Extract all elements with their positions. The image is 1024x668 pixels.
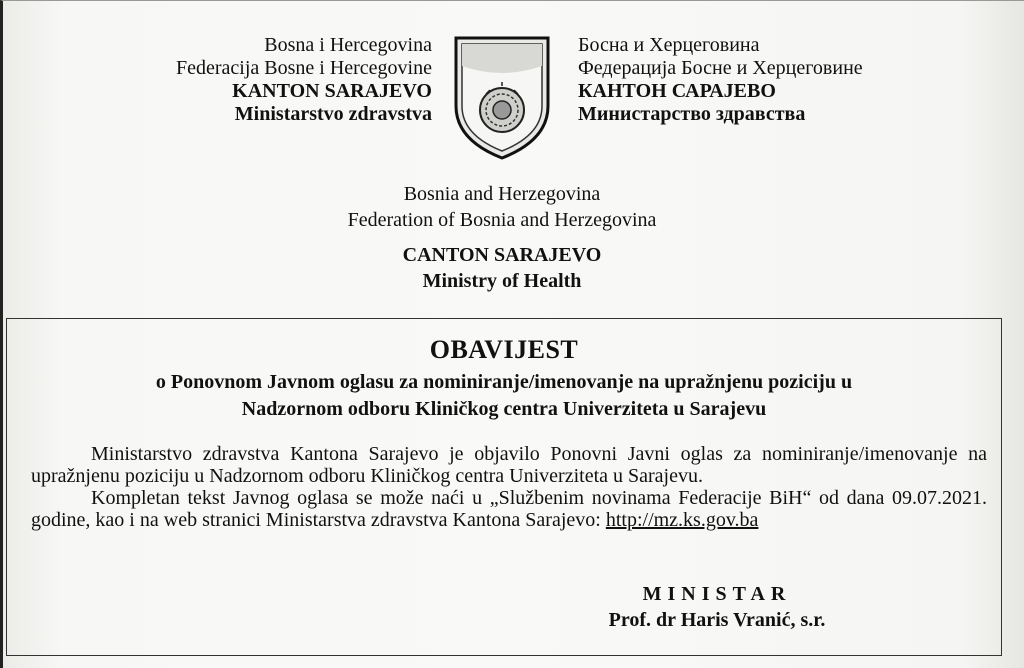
header-right-country: Босна и Херцеговина — [578, 34, 760, 56]
header-left-federation: Federacija Bosne i Hercegovine — [175, 57, 432, 79]
header-right-canton: КАНТОН САРАЈЕВО — [578, 80, 776, 102]
header-right-federation: Федерација Босне и Херцеговине — [578, 57, 863, 79]
notice-box — [6, 318, 1002, 656]
notice-paragraph-1: Ministarstvo zdravstva Kantona Sarajevo je objavilo Ponovni Javni oglas za nominiranje/imenovanje na upražnjenu poziciju u Nadzornom odboru Kliničkog centra Univerziteta u Sarajevu. — [31, 443, 987, 487]
header-right-ministry: Министарство здравства — [578, 103, 806, 125]
header-center-country: Bosnia and Herzegovina — [403, 183, 601, 205]
header-left-country: Bosna i Hercegovina — [264, 34, 432, 56]
ministry-website-link[interactable]: http://mz.ks.gov.ba — [605, 509, 759, 531]
header-center-ministry: Ministry of Health — [422, 270, 582, 292]
notice-title: OBAVIJEST — [429, 335, 579, 364]
notice-subtitle-line2: Nadzornom odboru Kliničkog centra Univerziteta u Sarajevu — [241, 398, 767, 420]
notice-subtitle-line1: o Ponovnom Javnom oglasu za nominiranje/imenovanje na upražnjenu poziciju u — [155, 371, 853, 393]
notice-body — [31, 443, 987, 531]
signature-name: Prof. dr Haris Vranić, s.r. — [608, 609, 826, 631]
canton-coat-of-arms-icon — [452, 36, 552, 160]
signature-title: MINISTAR — [642, 583, 792, 605]
header-center-english — [0, 181, 1014, 233]
header-center-federation: Federation of Bosnia and Herzegovina — [347, 209, 657, 231]
header-center-english-bold — [0, 242, 1014, 294]
header-center-canton: CANTON SARAJEVO — [402, 244, 602, 266]
header-left-canton: KANTON SARAJEVO — [232, 80, 432, 102]
header-right-cyrillic — [578, 34, 863, 126]
notice-subtitle — [7, 369, 1001, 423]
header-left-latin — [176, 34, 432, 126]
header-left-ministry: Ministarstvo zdravstva — [234, 103, 432, 125]
notice-paragraph-2-text: Kompletan tekst Javnog oglasa se može naći u „Službenim novinama Federacije BiH“ od dana 09.07.2021. godine, kao i na web stranici Ministarstva zdravstva Kantona Sarajevo: — [31, 487, 987, 531]
notice-paragraph-2 — [31, 487, 987, 531]
